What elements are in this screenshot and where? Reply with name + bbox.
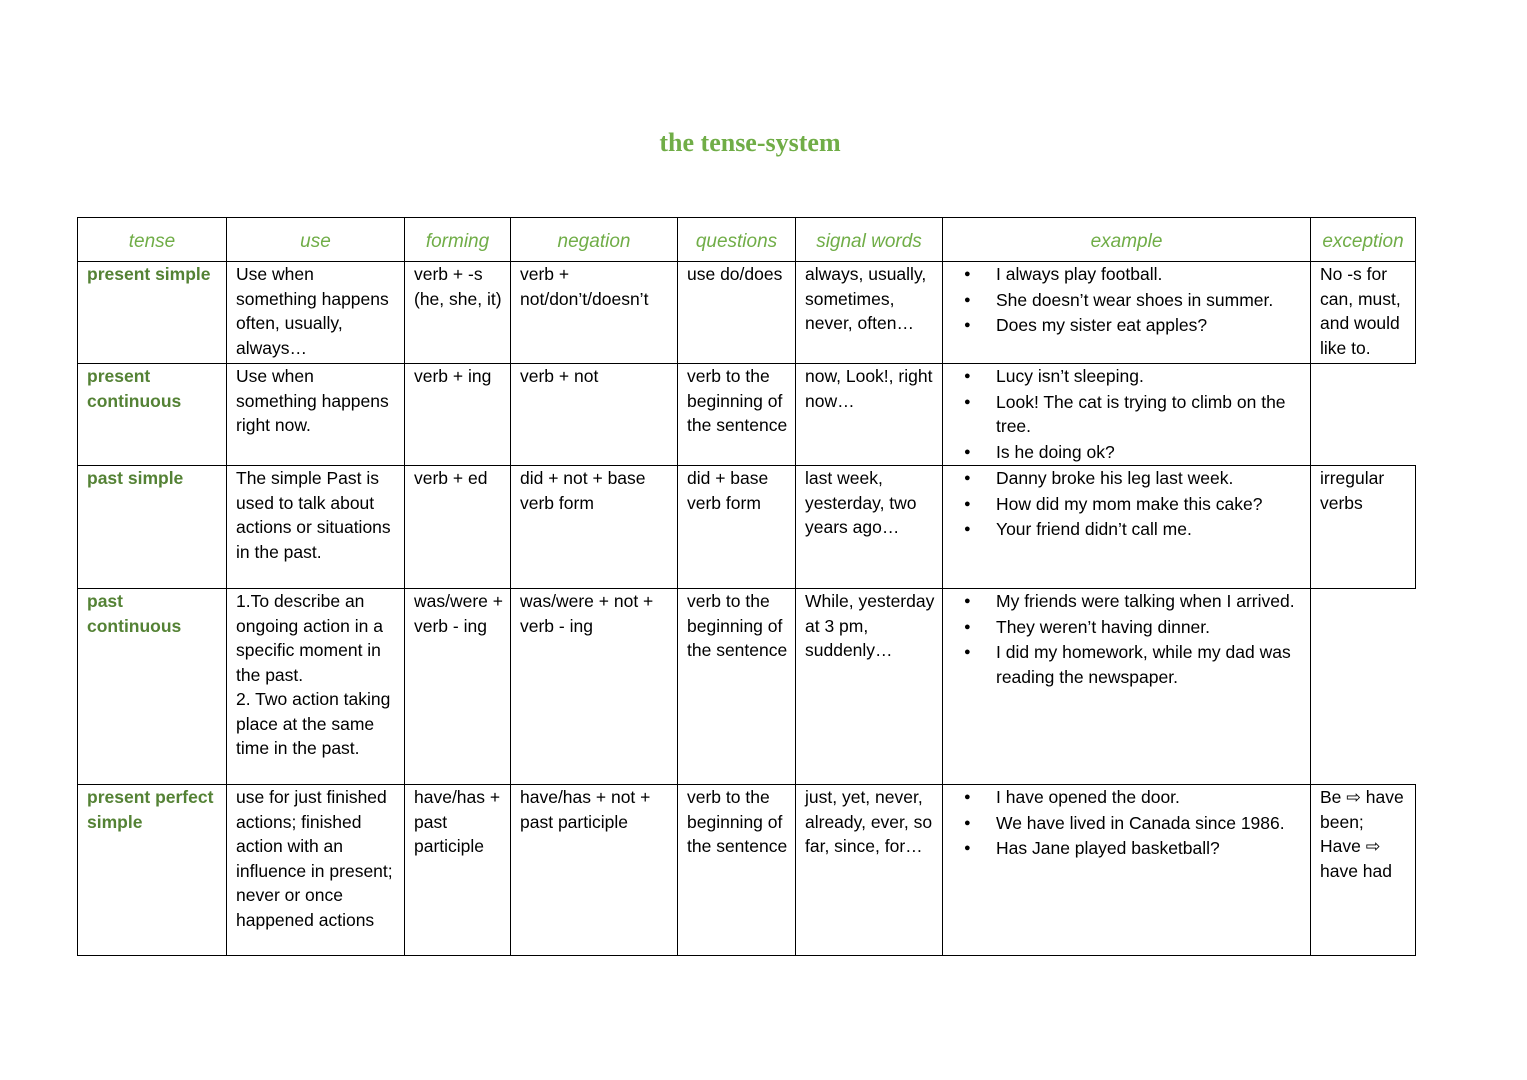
negation-cell: did + not + base verb form bbox=[511, 466, 678, 589]
example-item: ● Does my sister eat apples? bbox=[996, 313, 1303, 339]
example-item: ● I always play football. bbox=[996, 262, 1303, 288]
column-header-exception: exception bbox=[1311, 218, 1416, 262]
table-row bbox=[78, 364, 1416, 466]
use-line: 1.To describe an ongoing action in a specific moment in the past. bbox=[236, 591, 383, 685]
example-cell bbox=[943, 785, 1311, 956]
exception-cell bbox=[1311, 589, 1416, 785]
exception-cell: No -s for can, must, and would like to. bbox=[1311, 262, 1416, 364]
tense-cell: present continuous bbox=[78, 364, 227, 466]
example-item: ● She doesn’t wear shoes in summer. bbox=[996, 288, 1303, 314]
table-row bbox=[78, 262, 1416, 364]
questions-cell: verb to the beginning of the sentence bbox=[678, 785, 796, 956]
example-item: ● Has Jane played basketball? bbox=[996, 836, 1303, 862]
example-item: ● How did my mom make this cake? bbox=[996, 492, 1303, 518]
use-cell: Use when something happens often, usually, always… bbox=[227, 262, 405, 364]
tense-cell: past continuous bbox=[78, 589, 227, 785]
use-cell: The simple Past is used to talk about actions or situations in the past. bbox=[227, 466, 405, 589]
example-item: ● Lucy isn’t sleeping. bbox=[996, 364, 1303, 390]
tense-cell: present simple bbox=[78, 262, 227, 364]
exception-cell: irregular verbs bbox=[1311, 466, 1416, 589]
example-item: ● I have opened the door. bbox=[996, 785, 1303, 811]
page-title: the tense-system bbox=[659, 128, 841, 157]
signal-words-cell: last week, yesterday, two years ago… bbox=[796, 466, 943, 589]
example-item: ● I did my homework, while my dad was reading the newspaper. bbox=[996, 640, 1303, 690]
example-item: ● Look! The cat is trying to climb on the tree. bbox=[996, 390, 1303, 440]
use-cell: Use when something happens right now. bbox=[227, 364, 405, 466]
column-header-example: example bbox=[943, 218, 1311, 262]
use-cell: use for just finished actions; finished action with an influence in present; never or once happened actions bbox=[227, 785, 405, 956]
column-header-questions: questions bbox=[678, 218, 796, 262]
table-row bbox=[78, 589, 1416, 785]
exception-cell bbox=[1311, 364, 1416, 466]
forming-cell: verb + -s (he, she, it) bbox=[405, 262, 511, 364]
example-list bbox=[952, 466, 1303, 543]
questions-cell: did + base verb form bbox=[678, 466, 796, 589]
questions-cell: use do/does bbox=[678, 262, 796, 364]
exception-line: Have ⇨ have had bbox=[1320, 836, 1393, 881]
column-header-signal-words: signal words bbox=[796, 218, 943, 262]
table-row bbox=[78, 466, 1416, 589]
example-cell bbox=[943, 466, 1311, 589]
example-list bbox=[952, 589, 1303, 690]
example-item: ● Danny broke his leg last week. bbox=[996, 466, 1303, 492]
forming-cell: have/has + past participle bbox=[405, 785, 511, 956]
example-item: ● Is he doing ok? bbox=[996, 440, 1303, 466]
signal-words-cell: now, Look!, right now… bbox=[796, 364, 943, 466]
negation-cell: verb + not bbox=[511, 364, 678, 466]
negation-cell: was/were + not + verb - ing bbox=[511, 589, 678, 785]
example-item: ● We have lived in Canada since 1986. bbox=[996, 811, 1303, 837]
negation-cell: verb + not/don’t/doesn’t bbox=[511, 262, 678, 364]
use-cell bbox=[227, 589, 405, 785]
example-list bbox=[952, 364, 1303, 465]
example-cell bbox=[943, 262, 1311, 364]
example-list bbox=[952, 262, 1303, 339]
example-list bbox=[952, 785, 1303, 862]
table-row bbox=[78, 785, 1416, 956]
questions-cell: verb to the beginning of the sentence bbox=[678, 589, 796, 785]
use-line: 2. Two action taking place at the same time in the past. bbox=[236, 689, 391, 758]
example-item: ● They weren’t having dinner. bbox=[996, 615, 1303, 641]
questions-cell: verb to the beginning of the sentence bbox=[678, 364, 796, 466]
tense-table bbox=[77, 217, 1416, 956]
column-header-forming: forming bbox=[405, 218, 511, 262]
column-header-use: use bbox=[227, 218, 405, 262]
signal-words-cell: While, yesterday at 3 pm, suddenly… bbox=[796, 589, 943, 785]
signal-words-cell: always, usually, sometimes, never, often… bbox=[796, 262, 943, 364]
forming-cell: was/were + verb - ing bbox=[405, 589, 511, 785]
example-cell bbox=[943, 589, 1311, 785]
signal-words-cell: just, yet, never, already, ever, so far, since, for… bbox=[796, 785, 943, 956]
example-item: ● My friends were talking when I arrived. bbox=[996, 589, 1303, 615]
negation-cell: have/has + not + past participle bbox=[511, 785, 678, 956]
forming-cell: verb + ed bbox=[405, 466, 511, 589]
tense-cell: present perfect simple bbox=[78, 785, 227, 956]
forming-cell: verb + ing bbox=[405, 364, 511, 466]
example-cell bbox=[943, 364, 1311, 466]
column-header-negation: negation bbox=[511, 218, 678, 262]
column-header-tense: tense bbox=[78, 218, 227, 262]
exception-cell bbox=[1311, 785, 1416, 956]
tense-cell: past simple bbox=[78, 466, 227, 589]
header-row bbox=[78, 218, 1416, 262]
exception-line: Be ⇨ have been; bbox=[1320, 787, 1404, 832]
example-item: ● Your friend didn’t call me. bbox=[996, 517, 1303, 543]
